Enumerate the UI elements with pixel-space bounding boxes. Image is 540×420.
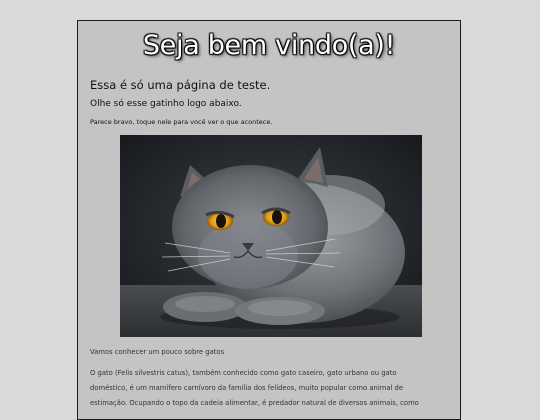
subtitle-heading: Essa é só uma página de teste.: [90, 78, 271, 92]
cat-image[interactable]: [120, 135, 422, 337]
page-title: Seja bem vindo(a)!: [142, 30, 396, 61]
cat-caption-heading: Olhe só esse gatinho logo abaixo.: [90, 99, 242, 109]
description-paragraph: O gato (Felis silvestris catus), também conhecido como gato caseiro, gato urbano ou gato doméstico, é um mamífero carnívoro da família dos felídeos, muito popular como animal de estimação. Ocupando o topo da cadeia alimentar, é predador natural de diversos animais, como: [90, 369, 419, 407]
instruction-text: Parece bravo, toque nele para você ver o que acontece.: [90, 118, 273, 126]
intro-text: Vamos conhecer um pouco sobre gatos: [90, 348, 225, 356]
content-panel: [77, 20, 461, 420]
